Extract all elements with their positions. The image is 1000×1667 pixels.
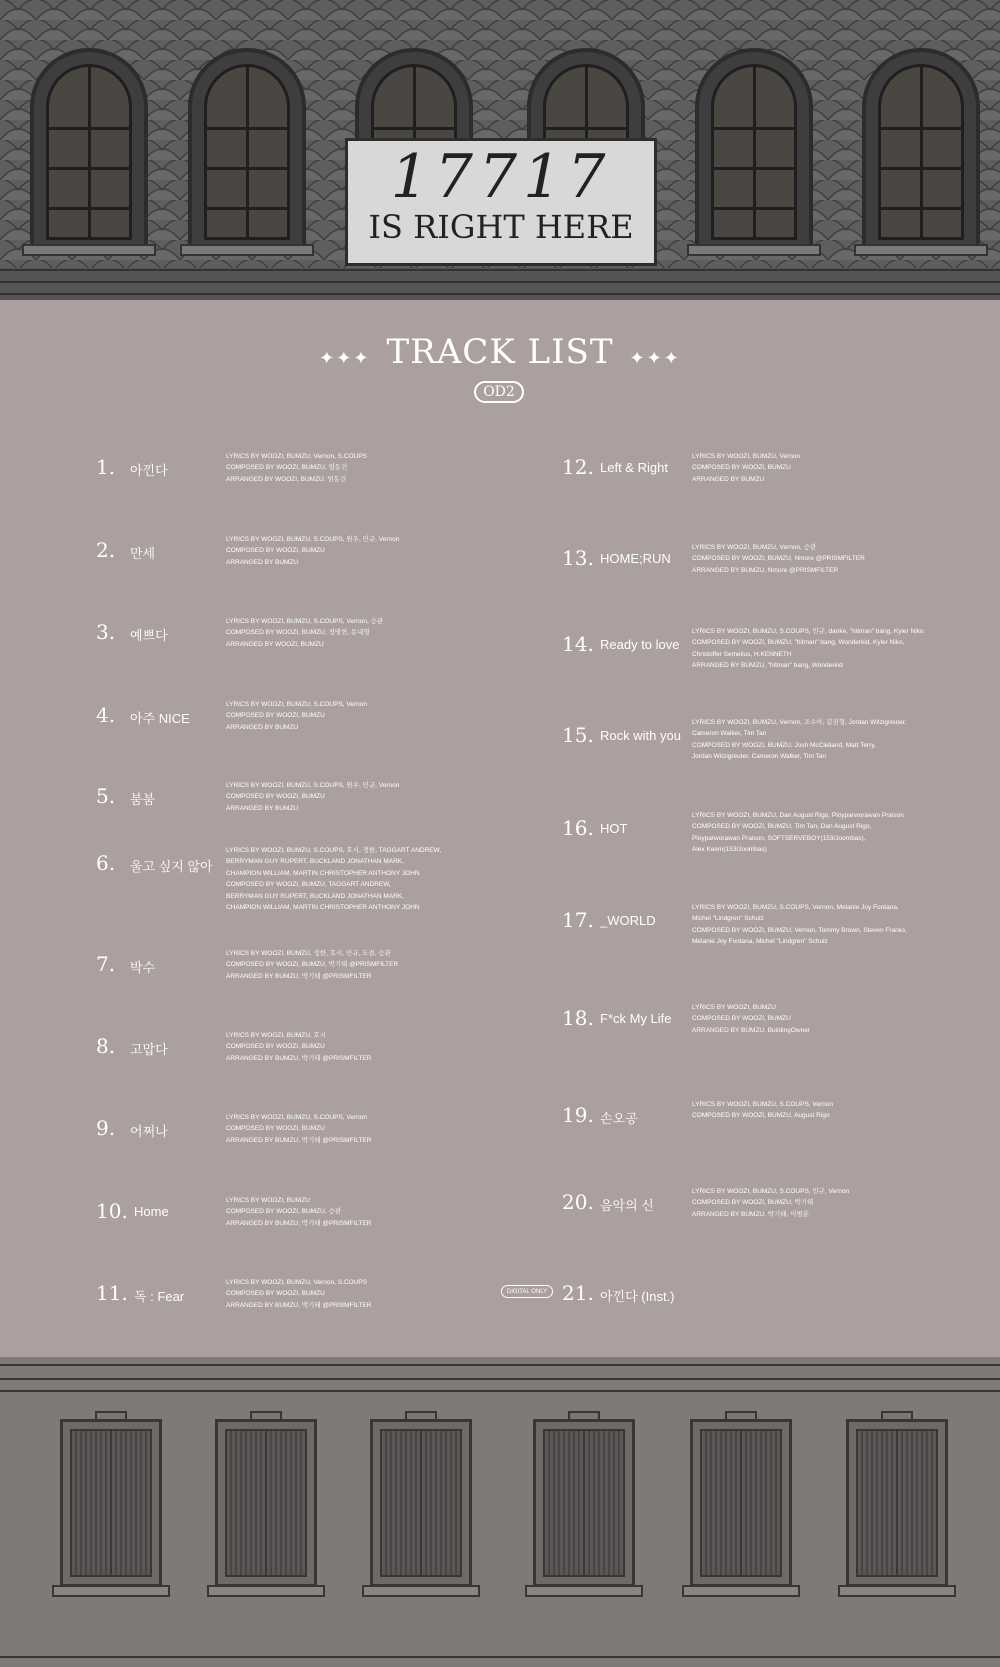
track-title: 어쩌나 bbox=[130, 1124, 168, 1139]
track-number: 16. bbox=[562, 816, 594, 840]
shuttered-window bbox=[370, 1419, 472, 1603]
top-building-illustration bbox=[0, 0, 1000, 300]
credit-line: Jordan Witzigreuter, Cameron Walker, Tim Tan bbox=[692, 753, 827, 761]
credit-line: ARRANGED BY BUMZU, 박기태 @PRISMFILTER bbox=[226, 972, 372, 980]
album-subtitle: IS RIGHT HERE bbox=[368, 208, 634, 246]
arched-window bbox=[862, 48, 980, 258]
credit-line: LYRICS BY WOOZI, BUMZU, Vernon, S.COUPS bbox=[226, 1279, 367, 1286]
shuttered-window bbox=[846, 1419, 948, 1603]
track-title: Left & Right bbox=[600, 460, 668, 475]
shuttered-window bbox=[533, 1419, 635, 1603]
track-title: 예쁘다 bbox=[130, 628, 168, 643]
track-number: 1. bbox=[96, 455, 116, 479]
track-credits bbox=[692, 1099, 967, 1122]
credit-line: COMPOSED BY WOOZI, BUMZU, 박기태 @PRISMFILTER bbox=[226, 961, 399, 969]
track-credits bbox=[692, 810, 967, 856]
credit-line: LYRICS BY WOOZI, BUMZU, Vernon bbox=[692, 453, 801, 460]
track-number: 17. bbox=[562, 908, 594, 932]
arched-window bbox=[188, 48, 306, 258]
track-title: Rock with you bbox=[600, 728, 681, 743]
star-decoration-icon: ✦✦✦ bbox=[629, 348, 681, 369]
credit-line: COMPOSED BY WOOZI, BUMZU bbox=[692, 464, 791, 472]
track-credits bbox=[226, 1277, 501, 1311]
credit-line: CHAMPION WILLIAM, MARTIN CHRISTOPHER ANTHONY JOHN bbox=[226, 904, 420, 912]
shuttered-window bbox=[690, 1419, 792, 1603]
credit-line: ARRANGED BY BUMZU, 박기태 @PRISMFILTER bbox=[226, 1054, 372, 1062]
track-number: 3. bbox=[96, 620, 116, 644]
credit-line: LYRICS BY WOOZI, BUMZU, S.COUPS, 원우, 민규, Vernon bbox=[226, 536, 400, 543]
track-title: 붐붐 bbox=[130, 792, 156, 807]
track-number: 13. bbox=[562, 546, 594, 570]
arched-window bbox=[695, 48, 813, 258]
album-number: 17717 bbox=[390, 142, 612, 212]
track-credits bbox=[226, 780, 501, 814]
track-credits bbox=[692, 451, 967, 485]
credit-line: ARRANGED BY BUMZU, Nmore @PRISMFILTER bbox=[692, 566, 839, 574]
credit-line: BERRYMAN GUY RUPERT, BUCKLAND JONATHAN MARK, bbox=[226, 892, 404, 900]
track-number: 19. bbox=[562, 1103, 594, 1127]
credit-line: LYRICS BY WOOZI, BUMZU, Vernon, S.COUPS bbox=[226, 453, 367, 460]
credit-line: ARRANGED BY BUMZU, 박기태 @PRISMFILTER bbox=[226, 1219, 372, 1227]
credit-line: LYRICS BY WOOZI, BUMZU bbox=[692, 1004, 776, 1011]
track-credits bbox=[226, 1030, 501, 1064]
track-title: 아낀다 bbox=[130, 463, 168, 478]
shuttered-window bbox=[215, 1419, 317, 1603]
track-title: 독 : Fear bbox=[134, 1289, 185, 1304]
credit-line: COMPOSED BY WOOZI, BUMZU bbox=[226, 793, 325, 801]
credit-line: LYRICS BY WOOZI, BUMZU, S.COUPS, Vernon, 승관 bbox=[226, 618, 384, 625]
track-title: Ready to love bbox=[600, 637, 680, 652]
credit-line: LYRICS BY WOOZI, BUMZU, S.COUPS, 호시, 정한, TAGGART ANDREW, bbox=[226, 847, 442, 854]
track-credits bbox=[692, 717, 967, 763]
track-number: 8. bbox=[96, 1034, 116, 1058]
track-number: 15. bbox=[562, 723, 594, 747]
credit-line: COMPOSED BY WOOZI, BUMZU, 승관 bbox=[226, 1208, 341, 1216]
credit-line: COMPOSED BY WOOZI, BUMZU bbox=[226, 1125, 325, 1133]
track-number: 5. bbox=[96, 784, 116, 808]
track-title: 아주 NICE bbox=[130, 711, 190, 726]
digital-only-badge: DIGITAL ONLY bbox=[501, 1285, 553, 1298]
credit-line: ARRANGED BY BUMZU, "hitman" bang, Wonderkid bbox=[692, 662, 843, 670]
credit-line: ARRANGED BY BUMZU, BuildingOwner bbox=[692, 1026, 810, 1034]
credit-line: Melanie Joy Fontana, Michel "Lindgren" Schulz bbox=[692, 938, 828, 946]
credit-line: ARRANGED BY BUMZU bbox=[226, 723, 299, 731]
track-credits bbox=[226, 616, 501, 650]
track-number: 10. bbox=[96, 1199, 128, 1223]
credit-line: Ployparworawan Praison, SOFTSERVEBOY(153/Joombas), bbox=[692, 834, 866, 842]
track-number: 4. bbox=[96, 703, 116, 727]
credit-line: ARRANGED BY BUMZU, 박기태 @PRISMFILTER bbox=[226, 1301, 372, 1309]
credit-line: LYRICS BY WOOZI, BUMZU, S.COUPS, Vernon bbox=[226, 1114, 367, 1121]
track-title: Home bbox=[134, 1204, 169, 1219]
credit-line: Michel "Lindgren" Schulz bbox=[692, 915, 764, 923]
credit-line: ARRANGED BY BUMZU bbox=[226, 558, 299, 566]
credit-line: LYRICS BY WOOZI, BUMZU, S.COUPS, 민규, Vernon bbox=[692, 1188, 850, 1195]
credit-line: LYRICS BY WOOZI, BUMZU, Dan August Rigo, Ployparworawan Praison bbox=[692, 812, 904, 819]
track-number: 6. bbox=[96, 851, 116, 875]
credit-line: COMPOSED BY WOOZI, BUMZU, TAGGART ANDREW, bbox=[226, 881, 391, 889]
credit-line: BERRYMAN GUY RUPERT, BUCKLAND JONATHAN MARK, bbox=[226, 858, 404, 866]
track-number: 9. bbox=[96, 1116, 116, 1140]
credit-line: LYRICS BY WOOZI, BUMZU, 호시 bbox=[226, 1032, 327, 1039]
credit-line: COMPOSED BY WOOZI, BUMZU, Tim Tan, Dan August Rigo, bbox=[692, 823, 872, 831]
credit-line: ARRANGED BY WOOZI, BUMZU bbox=[226, 640, 324, 648]
track-number: 11. bbox=[96, 1281, 128, 1305]
track-title: 울고 싶지 않아 bbox=[130, 859, 213, 874]
track-title: 박수 bbox=[130, 960, 156, 975]
credit-line: COMPOSED BY WOOZI, BUMZU, August Rigo bbox=[692, 1112, 830, 1120]
credit-line: Cameron Walker, Tim Tan bbox=[692, 730, 767, 738]
track-title: HOT bbox=[600, 821, 628, 836]
album-sign bbox=[345, 138, 657, 266]
credit-line: ARRANGED BY BUMZU bbox=[692, 475, 765, 483]
credit-line: ARRANGED BY BUMZU, 박기태 @PRISMFILTER bbox=[226, 1136, 372, 1144]
arched-window bbox=[30, 48, 148, 258]
track-number: 14. bbox=[562, 632, 594, 656]
credit-line: COMPOSED BY WOOZI, BUMZU, 정명헌, 동내형 bbox=[226, 629, 370, 637]
credit-line: CHAMPION WILLIAM, MARTIN CHRISTOPHER ANTHONY JOHN bbox=[226, 869, 420, 877]
track-credits bbox=[226, 1195, 501, 1229]
credit-line: COMPOSED BY WOOZI, BUMZU, Nmore @PRISMFILTER bbox=[692, 555, 865, 563]
track-credits bbox=[692, 1186, 967, 1220]
track-number: 7. bbox=[96, 952, 116, 976]
page-title: TRACK LIST bbox=[386, 332, 614, 372]
track-credits bbox=[226, 699, 501, 733]
credit-line: ARRANGED BY BUMZU bbox=[226, 804, 299, 812]
track-title: 손오공 bbox=[600, 1111, 638, 1126]
track-number: 20. bbox=[562, 1190, 594, 1214]
track-title: HOME;RUN bbox=[600, 551, 671, 566]
credit-line: COMPOSED BY WOOZI, BUMZU bbox=[226, 1290, 325, 1298]
credit-line: COMPOSED BY WOOZI, BUMZU bbox=[226, 712, 325, 720]
track-title: 만세 bbox=[130, 546, 156, 561]
credit-line: COMPOSED BY WOOZI, BUMZU, "hitman" bang, Wonderkid, Kyler Niko, bbox=[692, 639, 905, 647]
bottom-building-illustration bbox=[0, 1357, 1000, 1667]
credit-line: COMPOSED BY WOOZI, BUMZU, 박기태 bbox=[692, 1199, 814, 1207]
track-title: _WORLD bbox=[600, 913, 656, 928]
credit-line: LYRICS BY WOOZI, BUMZU, S.COUPS, Vernon bbox=[226, 701, 367, 708]
track-title: 음악의 신 bbox=[600, 1198, 654, 1213]
credit-line: Alex Keem(153/Joombas) bbox=[692, 846, 767, 854]
credit-line: LYRICS BY WOOZI, BUMZU, S.COUPS, Vernon, Melanie Joy Fontana, bbox=[692, 904, 899, 911]
credit-line: LYRICS BY WOOZI, BUMZU, Vernon, 승관 bbox=[692, 544, 817, 551]
track-number: 18. bbox=[562, 1006, 594, 1030]
track-credits bbox=[226, 948, 501, 982]
credit-line: LYRICS BY WOOZI, BUMZU, Vernon, 조수아, 김진형, Jordan Witzigreuter, bbox=[692, 719, 907, 726]
shuttered-window bbox=[60, 1419, 162, 1603]
credit-line: LYRICS BY WOOZI, BUMZU, S.COUPS, 원우, 민규, Vernon bbox=[226, 782, 400, 789]
tracklist-heading bbox=[0, 332, 1000, 372]
credit-line: LYRICS BY WOOZI, BUMZU, S.COUPS, Vernon bbox=[692, 1101, 833, 1108]
star-decoration-icon: ✦✦✦ bbox=[319, 348, 371, 369]
track-number: 2. bbox=[96, 538, 116, 562]
track-credits bbox=[226, 1112, 501, 1146]
credit-line: COMPOSED BY WOOZI, BUMZU, 엄동건 bbox=[226, 464, 348, 472]
track-credits bbox=[226, 451, 501, 485]
credit-line: COMPOSED BY WOOZI, BUMZU bbox=[226, 1043, 325, 1051]
track-credits bbox=[692, 1002, 967, 1036]
track-number: 21. bbox=[562, 1281, 594, 1305]
track-credits bbox=[692, 542, 967, 576]
track-credits bbox=[692, 902, 967, 948]
credit-line: LYRICS BY WOOZI, BUMZU, S.COUPS, 민규, danke, "hitman" bang, Kyler Niko bbox=[692, 628, 924, 635]
credit-line: ARRANGED BY WOOZI, BUMZU, 엄동건 bbox=[226, 475, 347, 483]
track-number: 12. bbox=[562, 455, 594, 479]
track-title: F*ck My Life bbox=[600, 1011, 672, 1026]
track-credits bbox=[692, 626, 967, 672]
credit-line: Christoffer Semelius, H.KENNETH bbox=[692, 650, 792, 658]
credit-line: COMPOSED BY WOOZI, BUMZU bbox=[692, 1015, 791, 1023]
track-title: 고맙다 bbox=[130, 1042, 168, 1057]
version-badge: OD2 bbox=[474, 381, 524, 403]
credit-line: ARRANGED BY BUMZU, 박기태, 이범훈 bbox=[692, 1210, 810, 1218]
track-credits bbox=[226, 534, 501, 568]
track-credits bbox=[226, 845, 501, 913]
credit-line: LYRICS BY WOOZI, BUMZU, 정한, 호시, 민규, 도겸, 승관 bbox=[226, 950, 391, 957]
credit-line: COMPOSED BY WOOZI, BUMZU bbox=[226, 547, 325, 555]
credit-line: LYRICS BY WOOZI, BUMZU bbox=[226, 1197, 310, 1204]
credit-line: COMPOSED BY WOOZI, BUMZU, Josh McClelland, Matt Terry, bbox=[692, 741, 876, 749]
track-title: 아낀다 (Inst.) bbox=[600, 1289, 675, 1304]
credit-line: COMPOSED BY WOOZI, BUMZU, Vernon, Tommy Brown, Steven Franks, bbox=[692, 926, 908, 934]
